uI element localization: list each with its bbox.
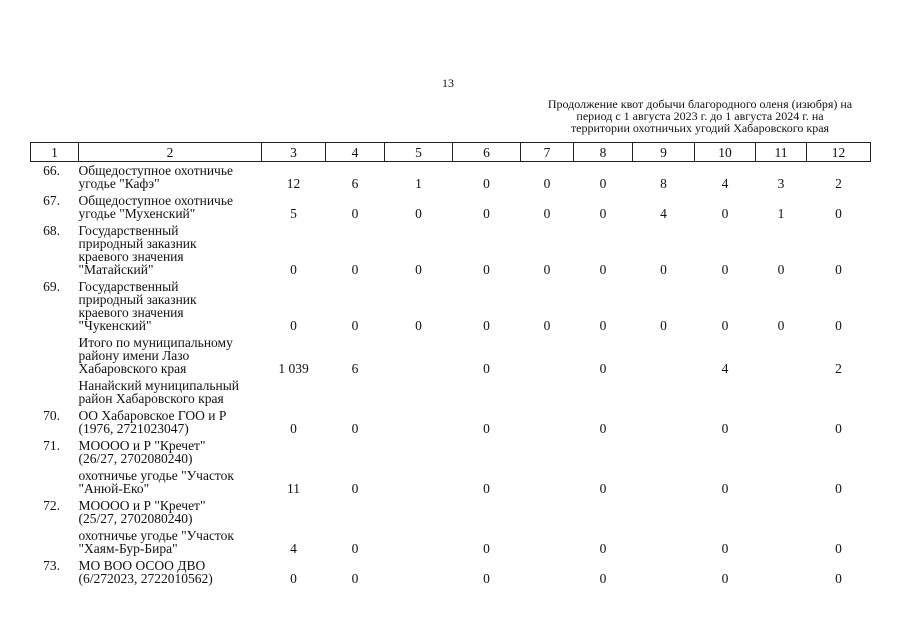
table-row: [31, 407, 871, 437]
row-value-col-8: 0: [599, 206, 607, 221]
header-col-12: 12: [807, 143, 871, 162]
row-value-col-3: [262, 377, 326, 407]
row-value-col-3: [262, 497, 326, 527]
row-value-col-3: 0: [290, 318, 297, 333]
table-row: [31, 162, 871, 193]
row-value-col-11: [756, 437, 807, 467]
table-row: [31, 222, 871, 278]
row-value-col-11: [756, 527, 807, 557]
row-value-col-4: 0: [351, 262, 359, 277]
row-value-col-8: [574, 377, 633, 407]
row-value-col-9: 0: [660, 262, 667, 277]
row-name: Государственный природный заказник краевого значения "Матайский": [78, 223, 197, 277]
row-number: 68.: [43, 223, 60, 238]
row-value-col-12: 0: [835, 262, 842, 277]
row-value-col-9: [633, 407, 695, 437]
row-value-col-6: [453, 497, 521, 527]
row-value-col-8: 0: [599, 421, 607, 436]
row-name: МО ВОО ОСОО ДВО (6/272023, 2722010562): [78, 558, 213, 586]
row-value-col-11: 0: [777, 262, 785, 277]
caption-line-1: Продолжение квот добычи благородного оленя (изюбря) на: [547, 97, 853, 111]
row-value-col-8: 0: [599, 571, 607, 586]
caption-line-2: период с 1 августа 2023 г. до 1 августа 2024 г. на: [576, 109, 824, 123]
row-value-col-6: 0: [483, 571, 490, 586]
row-value-col-7: [521, 334, 574, 377]
row-value-col-7: 0: [543, 318, 551, 333]
row-value-col-11: 1: [777, 206, 785, 221]
row-value-col-7: 0: [543, 262, 551, 277]
row-value-col-6: 0: [483, 206, 490, 221]
row-name: Общедоступное охотничье угодье "Кафэ": [78, 163, 233, 191]
row-value-col-8: 0: [599, 318, 607, 333]
row-value-col-10: 0: [721, 481, 729, 496]
row-value-col-10: [695, 437, 756, 467]
table-row: [31, 377, 871, 407]
row-value-col-6: 0: [483, 421, 490, 436]
row-value-col-5: [385, 527, 453, 557]
row-value-col-5: 0: [415, 318, 422, 333]
row-value-col-7: [521, 527, 574, 557]
row-value-col-4: 0: [351, 421, 359, 436]
row-value-col-10: 0: [721, 421, 729, 436]
row-value-col-11: 0: [777, 318, 785, 333]
row-value-col-10: 0: [721, 262, 729, 277]
row-value-col-4: 0: [351, 571, 359, 586]
row-name: Государственный природный заказник краевого значения "Чукенский": [78, 279, 197, 333]
table-row: [31, 467, 871, 497]
header-col-6: 6: [453, 143, 521, 162]
table-row: [31, 437, 871, 467]
row-value-col-9: [633, 437, 695, 467]
row-value-col-9: [633, 467, 695, 497]
header-col-9: 9: [633, 143, 695, 162]
row-name: МОООО и Р "Кречет" (25/27, 2702080240): [78, 498, 206, 526]
row-value-col-5: [385, 407, 453, 437]
table-row: [31, 192, 871, 222]
row-value-col-4: 0: [351, 206, 359, 221]
row-name: Нанайский муниципальный район Хабаровского края: [78, 378, 239, 406]
row-number: [31, 334, 79, 377]
header-col-1: 1: [31, 143, 79, 162]
row-value-col-10: 4: [721, 361, 729, 376]
row-value-col-9: [633, 334, 695, 377]
row-value-col-7: 0: [543, 176, 551, 191]
row-value-col-4: 0: [351, 318, 359, 333]
row-value-col-4: 6: [351, 361, 359, 376]
row-value-col-3: 0: [290, 421, 297, 436]
table-row: [31, 334, 871, 377]
page-number: 13: [442, 76, 454, 90]
row-value-col-9: 4: [660, 206, 667, 221]
row-number: 72.: [43, 498, 60, 513]
header-col-11: 11: [756, 143, 807, 162]
row-value-col-4: [326, 437, 385, 467]
table-row: [31, 527, 871, 557]
row-value-col-4: [326, 377, 385, 407]
row-number: 69.: [43, 279, 60, 294]
row-value-col-11: [756, 377, 807, 407]
header-col-8: 8: [574, 143, 633, 162]
table-header: [31, 143, 871, 162]
row-value-col-5: 1: [415, 176, 422, 191]
header-col-4: 4: [326, 143, 385, 162]
row-name: ОО Хабаровское ГОО и Р (1976, 2721023047): [78, 408, 227, 436]
row-value-col-9: [633, 377, 695, 407]
row-value-col-12: [807, 497, 871, 527]
header-row: [31, 143, 871, 162]
row-number: 70.: [43, 408, 60, 423]
row-number: 71.: [43, 438, 60, 453]
header-col-7: 7: [521, 143, 574, 162]
header-col-2: 2: [79, 143, 262, 162]
row-value-col-10: [695, 377, 756, 407]
row-value-col-7: 0: [543, 206, 551, 221]
table-caption: [520, 98, 880, 134]
row-value-col-6: 0: [483, 176, 490, 191]
row-value-col-8: 0: [599, 481, 607, 496]
caption-line-3: территории охотничьих угодий Хабаровского края: [570, 121, 830, 135]
row-value-col-8: 0: [599, 262, 607, 277]
row-value-col-12: [807, 377, 871, 407]
row-number: [31, 527, 79, 557]
row-value-col-5: [385, 334, 453, 377]
table-row: [31, 278, 871, 334]
row-value-col-5: [385, 497, 453, 527]
row-value-col-3: 11: [287, 481, 300, 496]
row-number: [31, 377, 79, 407]
row-number: 73.: [43, 558, 60, 573]
row-value-col-3: 4: [290, 541, 297, 556]
row-value-col-7: [521, 467, 574, 497]
row-value-col-7: [521, 407, 574, 437]
row-value-col-7: [521, 557, 574, 587]
row-value-col-8: [574, 497, 633, 527]
row-value-col-5: [385, 377, 453, 407]
row-name: МОООО и Р "Кречет" (26/27, 2702080240): [78, 438, 206, 466]
row-value-col-7: [521, 437, 574, 467]
row-value-col-10: 0: [721, 541, 729, 556]
row-value-col-12: 0: [835, 481, 842, 496]
row-value-col-3: [262, 437, 326, 467]
row-value-col-11: [756, 407, 807, 437]
table-row: [31, 557, 871, 587]
row-value-col-3: 5: [290, 206, 297, 221]
row-value-col-6: 0: [483, 481, 490, 496]
row-value-col-12: 0: [835, 318, 842, 333]
row-value-col-12: 2: [835, 176, 842, 191]
row-value-col-11: 3: [777, 176, 785, 191]
row-value-col-8: 0: [599, 176, 607, 191]
row-number: 66.: [43, 163, 60, 178]
row-value-col-9: [633, 557, 695, 587]
table-row: [31, 497, 871, 527]
row-number: 67.: [43, 193, 60, 208]
row-value-col-3: 0: [290, 262, 297, 277]
row-value-col-6: [453, 377, 521, 407]
row-value-col-4: 0: [351, 541, 359, 556]
row-value-col-12: 0: [835, 206, 842, 221]
row-value-col-3: 1 039: [278, 361, 309, 376]
row-value-col-11: [756, 334, 807, 377]
header-col-10: 10: [695, 143, 756, 162]
row-value-col-10: 0: [721, 318, 729, 333]
row-value-col-12: [807, 437, 871, 467]
row-value-col-12: 0: [835, 541, 842, 556]
row-value-col-11: [756, 557, 807, 587]
row-value-col-8: 0: [599, 361, 607, 376]
row-value-col-7: [521, 377, 574, 407]
row-value-col-3: 0: [290, 571, 297, 586]
row-value-col-4: [326, 497, 385, 527]
row-value-col-8: [574, 437, 633, 467]
row-value-col-5: 0: [415, 206, 422, 221]
row-value-col-9: [633, 527, 695, 557]
row-value-col-5: [385, 437, 453, 467]
quota-table: [30, 142, 871, 587]
row-name: охотничье угодье "Участок "Анюй-Еко": [78, 468, 234, 496]
row-value-col-6: 0: [483, 541, 490, 556]
row-value-col-6: 0: [483, 361, 490, 376]
header-col-5: 5: [385, 143, 453, 162]
row-value-col-11: [756, 497, 807, 527]
row-number: [31, 467, 79, 497]
row-value-col-6: 0: [483, 318, 490, 333]
row-value-col-4: 6: [351, 176, 359, 191]
row-value-col-6: [453, 437, 521, 467]
table-body: [31, 162, 871, 588]
row-value-col-12: 0: [835, 571, 842, 586]
row-value-col-8: 0: [599, 541, 607, 556]
header-col-3: 3: [262, 143, 326, 162]
row-name: Итого по муниципальному району имени Лазо Хабаровского края: [78, 335, 233, 376]
row-value-col-11: [756, 467, 807, 497]
row-value-col-5: [385, 557, 453, 587]
row-value-col-9: [633, 497, 695, 527]
row-value-col-4: 0: [351, 481, 359, 496]
row-value-col-5: 0: [415, 262, 422, 277]
row-value-col-10: [695, 497, 756, 527]
row-name: охотничье угодье "Участок "Хаям-Бур-Бира": [78, 528, 234, 556]
row-value-col-12: 2: [835, 361, 842, 376]
row-value-col-9: 8: [660, 176, 667, 191]
row-value-col-12: 0: [835, 421, 842, 436]
row-value-col-10: 0: [721, 206, 729, 221]
row-value-col-3: 12: [286, 176, 301, 191]
row-value-col-5: [385, 467, 453, 497]
row-value-col-10: 4: [721, 176, 729, 191]
row-value-col-6: 0: [483, 262, 490, 277]
row-value-col-10: 0: [721, 571, 729, 586]
row-value-col-9: 0: [660, 318, 667, 333]
row-value-col-7: [521, 497, 574, 527]
row-name: Общедоступное охотничье угодье "Мухенский": [78, 193, 233, 221]
